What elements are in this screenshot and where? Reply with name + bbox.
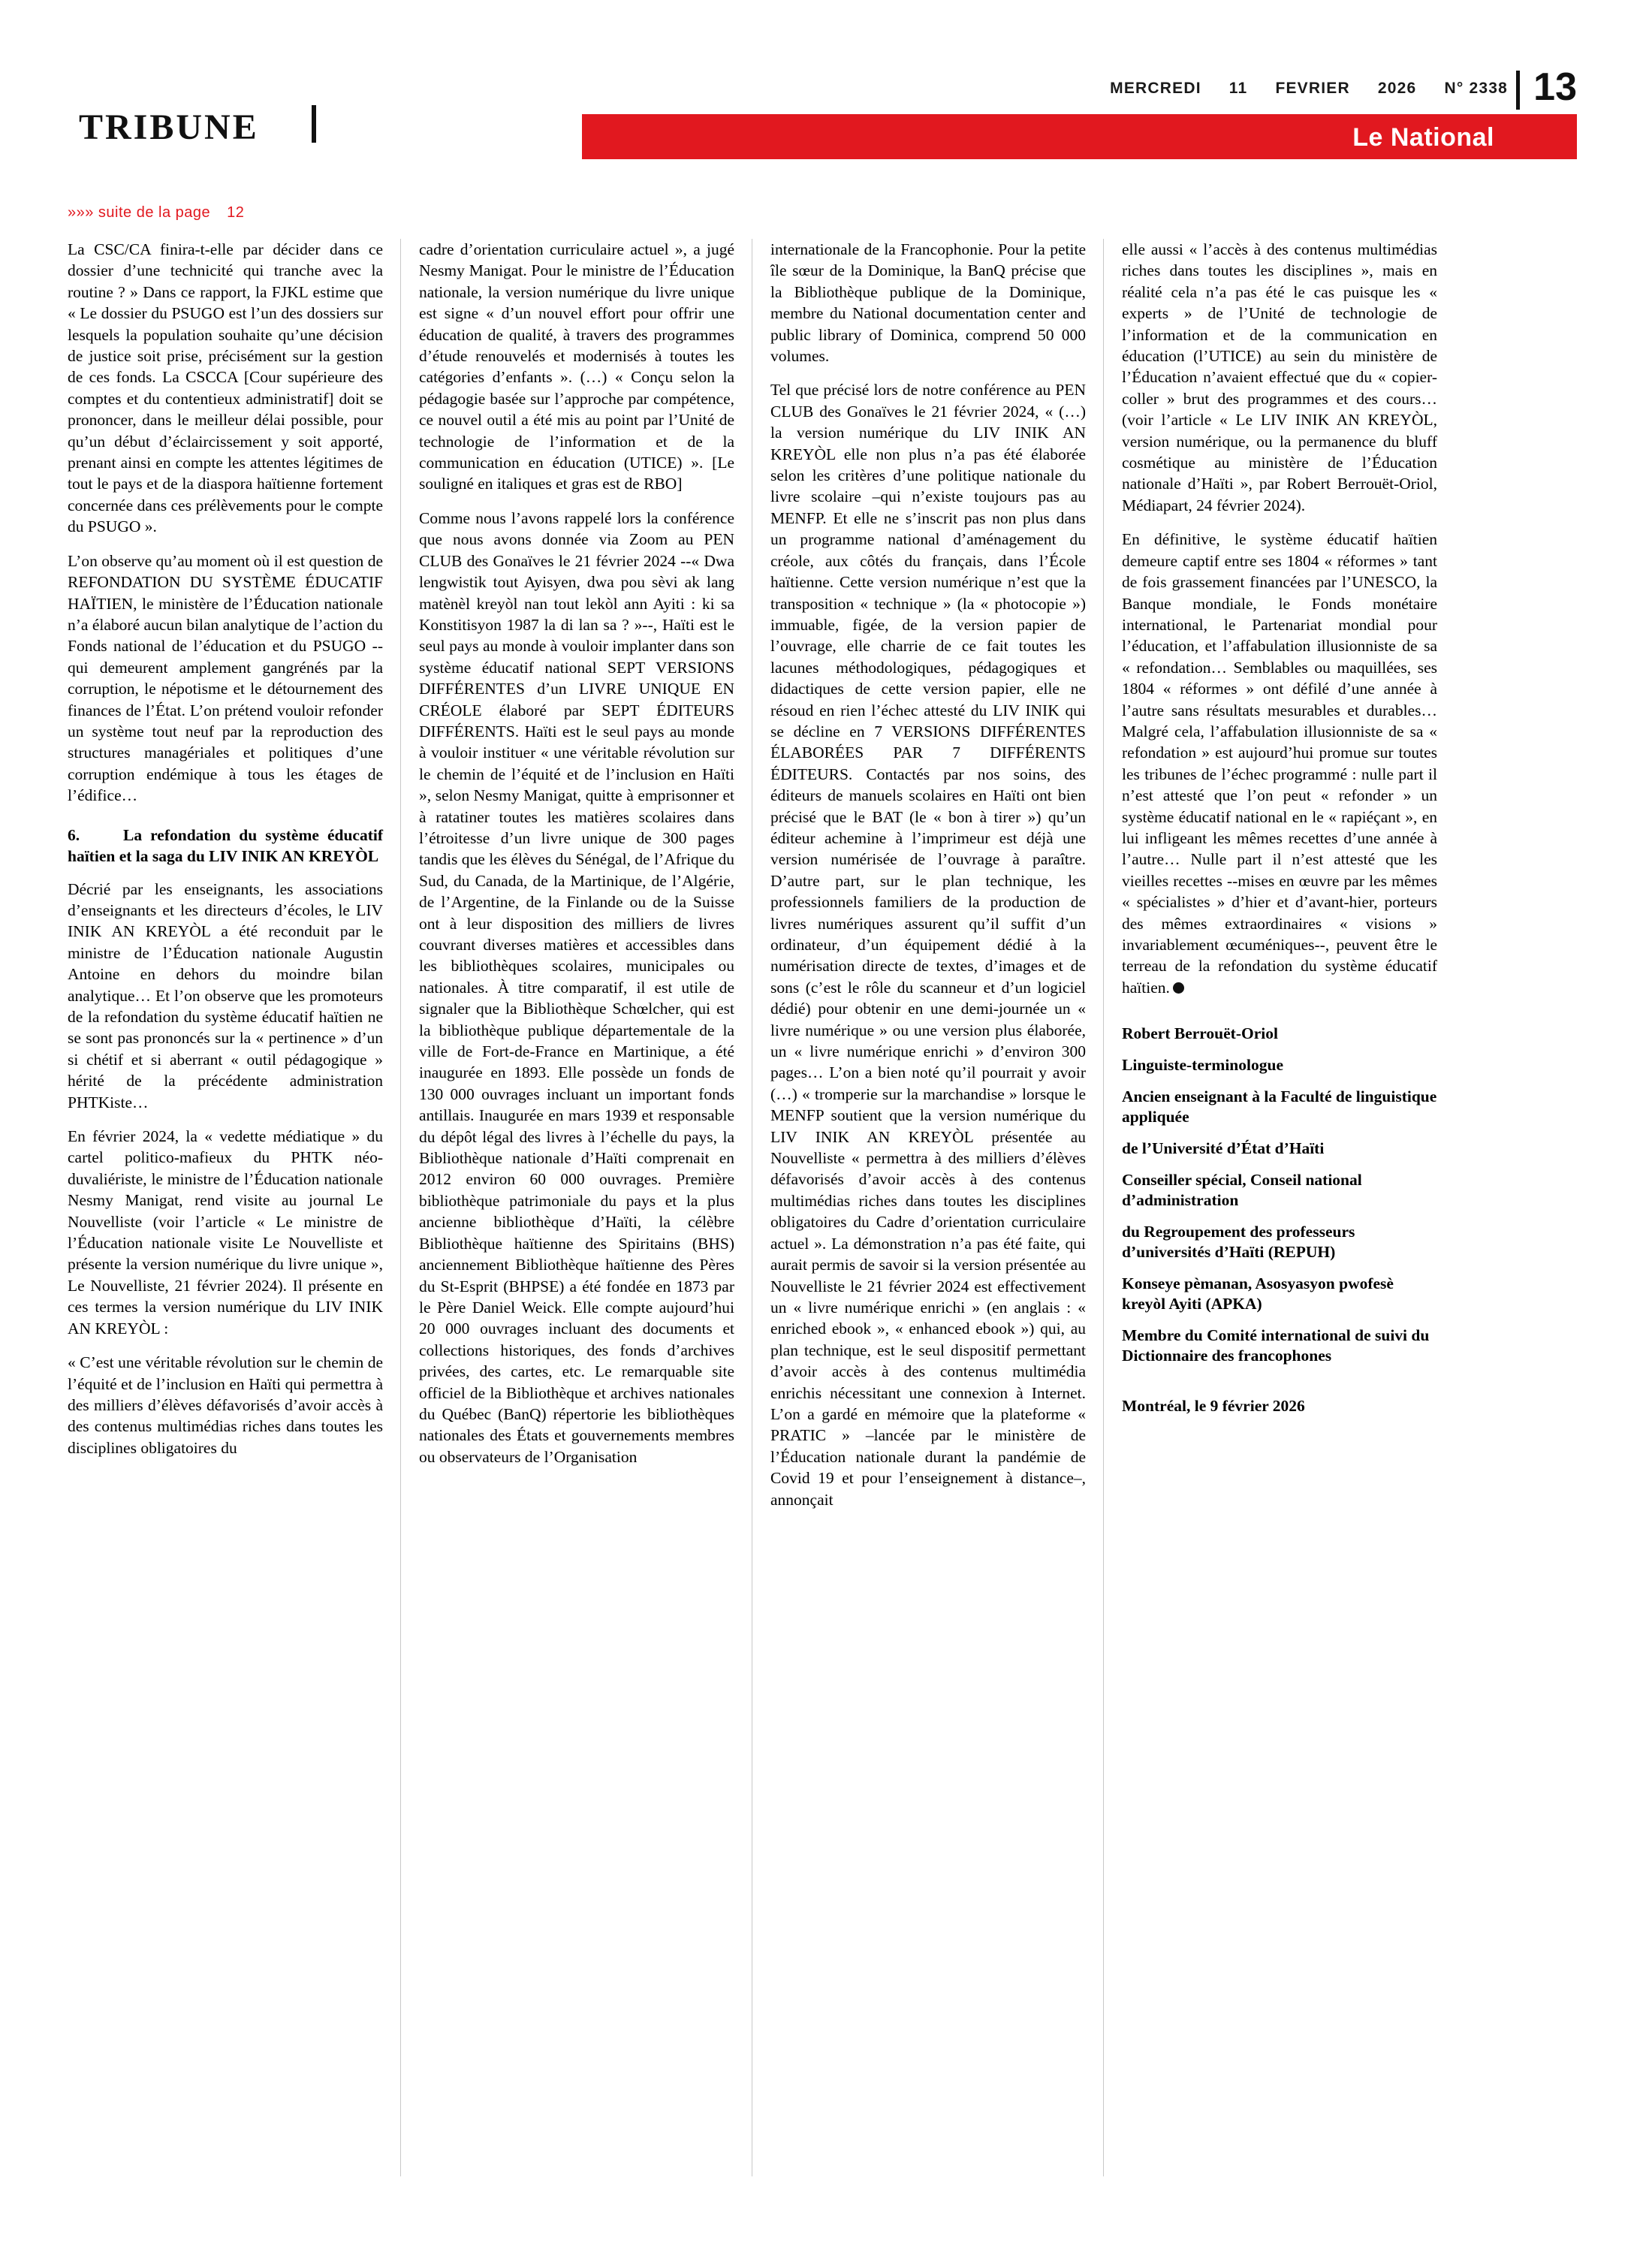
author-title: Linguiste-terminologue	[1122, 1056, 1283, 1075]
author-signature-block	[1122, 1024, 1437, 1416]
column-2	[419, 239, 770, 2176]
brand-name: Le National	[1352, 123, 1494, 152]
column-4	[1122, 239, 1473, 2176]
continued-prefix: »»» suite de la page	[68, 204, 211, 221]
dateline-weekday: MERCREDI	[1110, 80, 1201, 97]
author-affiliation-1: Ancien enseignant à la Faculté de linguistique appliquée	[1122, 1087, 1437, 1126]
continued-page: 12	[227, 204, 245, 221]
title-divider	[312, 105, 316, 143]
author-affiliation-4: du Regroupement des professeurs d’universités d’Haïti (REPUH)	[1122, 1223, 1355, 1262]
section-heading-text: La refondation du système éducatif haïtien et la saga du LIV INIK AN KREYÒL	[68, 825, 383, 865]
paragraph: L’on observe qu’au moment où il est question de REFONDATION DU SYSTÈME ÉDUCATIF HAÏTIEN, le ministère de l’Éducation nationale n’a élaboré aucun bilan analytique de l’action du Fonds national de l’éducation et du PSUGO --qui demeurent amplement gangrénés par la corruption, le népotisme et le détournement des finances de l’État. L’on prétend vouloir refonder un système tout neuf par la reproduction des structures managériales et politiques d’une corruption endémique à tous les étages de l’édifice…	[68, 551, 383, 805]
page-number-rule	[1516, 71, 1520, 110]
page-number: 13	[1533, 65, 1577, 109]
column-1	[68, 239, 419, 2176]
article-body	[68, 239, 1581, 2176]
paragraph: elle aussi « l’accès à des contenus multimédias riches dans toutes les disciplines », mais en réalité cela n’a pas été le cas puisque les « experts » de l’Unité de technologie de l’information et de la communication en éducation (l’UTICE) au sein du ministère de l’Éducation n’avaient effectué que du « copier-coller » brut des programmes et des cours… (voir l’article « Le LIV INIK AN KREYÒL, version numérique, ou la permanence du bluff cosmétique au ministère de l’Éducation nationale d’Haïti », par Robert Berrouët-Oriol, Médiapart, 24 février 2024).	[1122, 240, 1437, 514]
paragraph: Comme nous l’avons rappelé lors la conférence que nous avons donnée via Zoom au PEN CLUB des Gonaïves le 21 février 2024 --« Dwa lengwistik tout Ayisyen, dwa pou sèvi ak lang matènèl kreyòl nan tout lekòl ann Ayiti : ki sa Konstitisyon 1987 la di lan sa ? »--, Haïti est le seul pays au monde à vouloir implanter dans son système éducatif national SEPT VERSIONS DIFFÉRENTES d’un LIVRE UNIQUE EN CRÉOLE élaboré par SEPT ÉDITEURS DIFFÉRENTS. Haïti est le seul pays au monde à vouloir instituer « une véritable révolution sur le chemin de l’équité et de l’inclusion en Haïti », selon Nesmy Manigat, quitte à emprisonner et à ratatiner toutes les matières scolaires dans l’étroitesse d’un livre unique de 300 pages tandis que les élèves du Sénégal, de l’Afrique du Sud, du Canada, de la Martinique, de l’Algérie, de l’Argentine, de la Finlande ou de la Suisse ont à leur disposition des milliers de livres couvrant diverses matières et accessibles dans les bibliothèques scolaires, municipales ou nationales. À titre comparatif, il est utile de signaler que la Bibliothèque Schœlcher, qui est la bibliothèque publique départementale de la ville de Fort-de-France en Martinique, a été inaugurée en 1893. Elle possède un fonds de 130 000 ouvrages incluant un important fonds antillais. Inaugurée en mars 1939 et responsable du dépôt légal des livres à l’échelle du pays, la Bibliothèque nationale d’Haïti comprenait en 2012 environ 60 000 ouvrages. Première bibliothèque patrimoniale du pays et la plus ancienne bibliothèque d’Haïti, la célèbre Bibliothèque haïtienne des Spiritains (BHS) anciennement Bibliothèque haïtienne des Pères du St-Esprit (BHPSE) a été fondée en 1873 par le Père Daniel Weick. Elle compte aujourd’hui 20 000 ouvrages incluant des documents et collections historiques, des fonds d’archives privées, des cartes, etc. Le remarquable site officiel de la Bibliothèque et archives nationales du Québec (BanQ) répertorie les bibliothèques nationales des États et gouvernements membres ou observateurs de l’Organisation	[419, 508, 734, 1466]
section-heading	[68, 825, 383, 867]
dateline-year: 2026	[1377, 80, 1417, 97]
masthead-dateline	[1110, 80, 1508, 98]
place-and-date: Montréal, le 9 février 2026	[1122, 1397, 1305, 1416]
end-mark-icon	[1173, 982, 1184, 994]
section-heading-number: 6.	[68, 825, 80, 844]
author-affiliation-2: de l’Université d’État d’Haïti	[1122, 1139, 1325, 1158]
issue-number: N° 2338	[1444, 80, 1508, 97]
continued-from-line	[68, 204, 244, 222]
author-affiliation-6: Membre du Comité international de suivi du Dictionnaire des francophones	[1122, 1326, 1430, 1365]
paragraph: En février 2024, la « vedette médiatique » du cartel politico-mafieux du PHTK néo-duvaliériste, le ministre de l’Éducation nationale Nesmy Manigat, rend visite au journal Le Nouvelliste (voir l’article « Le ministre de l’Éducation nationale visite Le Nouvelliste et présente la version numérique du livre unique », Le Nouvelliste, 21 février 2024). Il présente en ces termes la version numérique du LIV INIK AN KREYÒL :	[68, 1127, 383, 1338]
dateline-month: FEVRIER	[1275, 80, 1350, 97]
dateline-day: 11	[1228, 80, 1248, 97]
column-3	[770, 239, 1122, 2176]
paragraph: Tel que précisé lors de notre conférence au PEN CLUB des Gonaïves le 21 février 2024, « (…) la version numérique du LIV INIK AN KREYÒL elle non plus n’a pas été élaborée selon les critères d’une politique nationale du livre scolaire –qui n’existe toujours pas au MENFP. Et elle ne s’inscrit pas non plus dans un programme national d’aménagement du créole, aux côtés du français, dans l’École haïtienne. Cette version numérique n’est que la transposition « technique » (la « photocopie ») immuable, figée, de la version papier de l’ouvrage, elle charrie de ce fait toutes les lacunes méthodologiques, pédagogiques et didactiques de cette version papier, elle ne résoud en rien l’échec attesté du LIV INIK qui se décline en 7 VERSIONS DIFFÉRENTES ÉLABORÉES PAR 7 DIFFÉRENTS ÉDITEURS. Contactés par nos soins, des éditeurs de manuels scolaires en Haïti ont bien précisé que le BAT (le « bon à tirer ») qu’un éditeur achemine à l’imprimeur est déjà une version numérisée de l’ouvrage à paraître. D’autre part, sur le plan technique, les professionnels familiers de la production de livres numériques assurent qu’il suffit d’un ordinateur, d’un équipement dédié à la numérisation directe de textes, d’images et de sons (c’est le rôle du scanneur et d’un logiciel dédié) pour obtenir en une demi-journée un « livre numérique » ou une version plus élaborée, un « livre numérique enrichi » d’environ 300 pages… L’on a bien noté qu’il pourrait y avoir (…) « tromperie sur la marchandise » lorsque le MENFP soutient que la version numérique du LIV INIK AN KREYÒL présentée au Nouvelliste « permettra à des milliers d’élèves défavorisés d’avoir accès à des contenus multimédias riches dans toutes les disciplines obligatoires du Cadre d’orientation curriculaire actuel ». La démonstration n’a pas été faite, qui aurait permis de savoir si la version présentée au Nouvelliste le 21 février 2024 est effectivement un « livre numérique enrichi » (en anglais : « enriched ebook », « enhanced ebook ») qui, au plan technique, est le seul dispositif permettant d’avoir accès à des contenus multimédia enrichis nécessitant une connexion à Internet. L’on a gardé en mémoire que la plateforme « PRATIC » –lancée par le ministère de l’Éducation nationale durant la pandémie de Covid 19 et pour l’enseignement à distance–, annonçait	[770, 381, 1086, 1509]
paragraph-text: En définitive, le système éducatif haïtien demeure captif entre ses 1804 « réformes » tant de fois grassement financées par l’UNESCO, la Banque mondiale, le Fonds monétaire international, le Partenariat mondial pour l’éducation, et l’affabulation illusionniste de sa « refondation… Semblables ou maquillées, ses 1804 « réformes » ont défilé d’une année à l’autre sans résultats mesurables et durables… Malgré cela, l’affabulation illusionniste de sa « refondation » est aujourd’hui promue sur toutes les tribunes de l’échec programmé : nulle part il n’est attesté que l’on peut « refonder » un système éducatif national en le « rapiéçant », en lui infligeant les mêmes recettes d’une année à l’autre… Nulle part il n’est attesté que les vieilles recettes --mises en œuvre par les mêmes « spécialistes » d’hier et d’avant-hier, porteurs des mêmes extraordinaires « visions » invariablement œcuméniques--, peuvent être le terreau de la refondation du système éducatif haïtien.	[1122, 530, 1437, 997]
masthead	[79, 65, 1577, 158]
paragraph: « C’est une véritable révolution sur le chemin de l’équité et de l’inclusion en Haïti qui permettra à des milliers d’élèves défavorisés d’avoir accès à des contenus multimédias riches dans toutes les disciplines obligatoires du	[68, 1353, 383, 1457]
author-name: Robert Berrouët-Oriol	[1122, 1024, 1278, 1043]
paragraph: internationale de la Francophonie. Pour la petite île sœur de la Dominique, la BanQ précise que la Bibliothèque publique de la Dominique, membre du National documentation center and public library of Dominica, comprend 50 000 volumes.	[770, 240, 1086, 366]
paragraph: La CSC/CA finira-t-elle par décider dans ce dossier d’une technicité qui tranche avec la routine ? » Dans ce rapport, la FJKL estime que « Le dossier du PSUGO est l’un des dossiers sur lesquels la population souhaite qu’une décision de justice soit prise, précisément sur la gestion de ces fonds. La CSCCA [Cour supérieure des comptes et du contentieux administratif] doit se prononcer, dans le meilleur délai possible, pour qu’un début d’éclaircissement y soit apporté, prenant ainsi en compte les attentes légitimes de tout le pays et de la diaspora haïtienne fortement concernée dans ces prélèvements pour le compte du PSUGO ».	[68, 240, 383, 536]
paragraph: cadre d’orientation curriculaire actuel », a jugé Nesmy Manigat. Pour le ministre de l’Éducation nationale, la version numérique du livre unique est signe « d’un nouvel effort pour offrir une éducation de qualité, à travers des programmes d’étude renouvelés et modernisés à toutes les catégories d’enfants ». (…) « Conçu selon la pédagogie basée sur l’approche par compétence, ce nouvel outil a été mis au point par l’Unité de technologie de l’information et de la communication en éducation (UTICE) ». [Le souligné en italiques et gras est de RBO]	[419, 240, 734, 493]
author-affiliation-5: Konseye pèmanan, Asosyasyon pwofesè kreyòl Ayiti (APKA)	[1122, 1274, 1394, 1313]
paragraph: Décrié par les enseignants, les associations d’enseignants et les directeurs d’écoles, le LIV INIK AN KREYÒL a été reconduit par le ministre de l’Éducation nationale Augustin Antoine en dehors du moindre bilan analytique… Et l’on observe que les promoteurs de la refondation du système éducatif haïtien ne se sont pas prononcés sur la « pertinence » d’un si chétif et si aberrant « outil pédagogique » hérité de la précédente administration PHTKiste…	[68, 879, 383, 1111]
author-affiliation-3: Conseiller spécial, Conseil national d’administration	[1122, 1171, 1362, 1210]
paragraph-final	[1122, 529, 1437, 998]
section-title: TRIBUNE	[79, 107, 259, 147]
